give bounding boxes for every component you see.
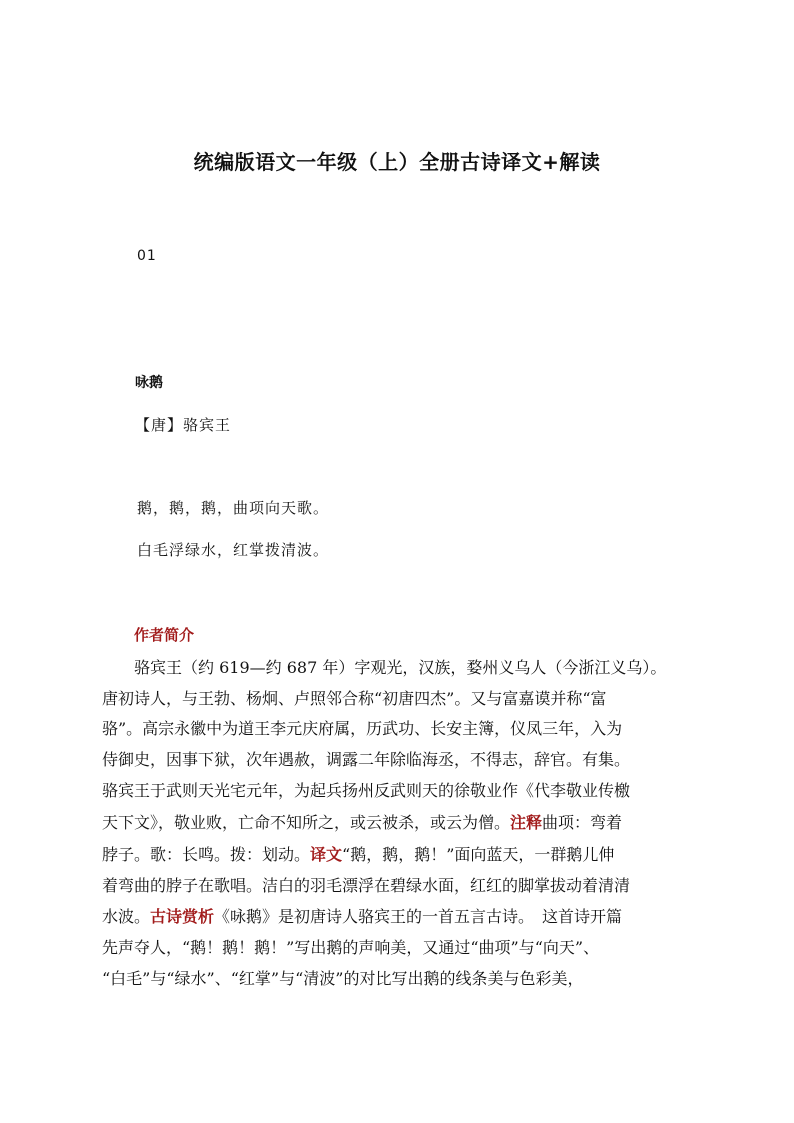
page-title: 统编版语文一年级（上）全册古诗译文+解读: [193, 150, 601, 174]
body-line: 骆宾王（约 619—约 687 年）字观光，汉族，婺州义乌人（今浙江义乌）。: [102, 658, 667, 677]
appreciation-label: 古诗赏析: [150, 907, 215, 926]
poem-line: 白毛浮绿水，红掌拨清波。: [137, 541, 330, 559]
body-line: [102, 813, 622, 833]
poem-title: 咏鹅: [135, 375, 163, 391]
body-line: 骆宾王于武则天光宅元年，为起兵扬州反武则天的徐敬业作《代李敬业传檄: [102, 781, 631, 800]
section-number: 01: [137, 248, 157, 264]
translation-text: “鹅，鹅，鹅！”面向蓝天，一群鹅儿伸: [342, 845, 615, 864]
body-line: 骆”。高宗永徽中为道王李元庆府属，历武功、长安主簿，仪凤三年，入为: [102, 719, 623, 738]
body-line: 着弯曲的脖子在歌唱。洁白的羽毛漂浮在碧绿水面，红红的脚掌拔动着清清: [102, 876, 631, 895]
author-intro-heading: 作者简介: [134, 626, 195, 644]
poem-author: 【唐】骆宾王: [135, 416, 232, 434]
body-line: [102, 845, 614, 865]
body-line: 侍御史，因事下狱，次年遇赦，调露二年除临海丞，不得志，辞官。有集。: [102, 750, 631, 769]
translation-label: 译文: [310, 845, 343, 864]
body-text: 脖子。歌：长鸣。拨：划动。: [102, 845, 311, 864]
body-text: 水波。: [102, 907, 151, 926]
body-line: 先声夺人，“鹅！鹅！鹅！”写出鹅的声响美，又通过“曲项”与“向天”、: [102, 938, 600, 957]
note-label: 注释: [510, 813, 543, 832]
body-line: [102, 907, 622, 927]
appreciation-text: 《咏鹅》是初唐诗人骆宾王的一首五言古诗。 这首诗开篇: [214, 907, 623, 926]
poem-line: 鹅，鹅，鹅，曲项向天歌。: [137, 499, 330, 517]
body-text: 天下文》，敬业败，亡命不知所之，或云被杀，或云为僧。: [102, 813, 511, 832]
body-line: 唐初诗人，与王勃、杨炯、卢照邻合称“初唐四杰”。又与富嘉谟并称“富: [102, 689, 607, 708]
body-line: “白毛”与“绿水”、“红掌”与“清波”的对比写出鹅的线条美与色彩美，: [102, 969, 584, 988]
note-text: 曲项：弯着: [542, 813, 623, 832]
